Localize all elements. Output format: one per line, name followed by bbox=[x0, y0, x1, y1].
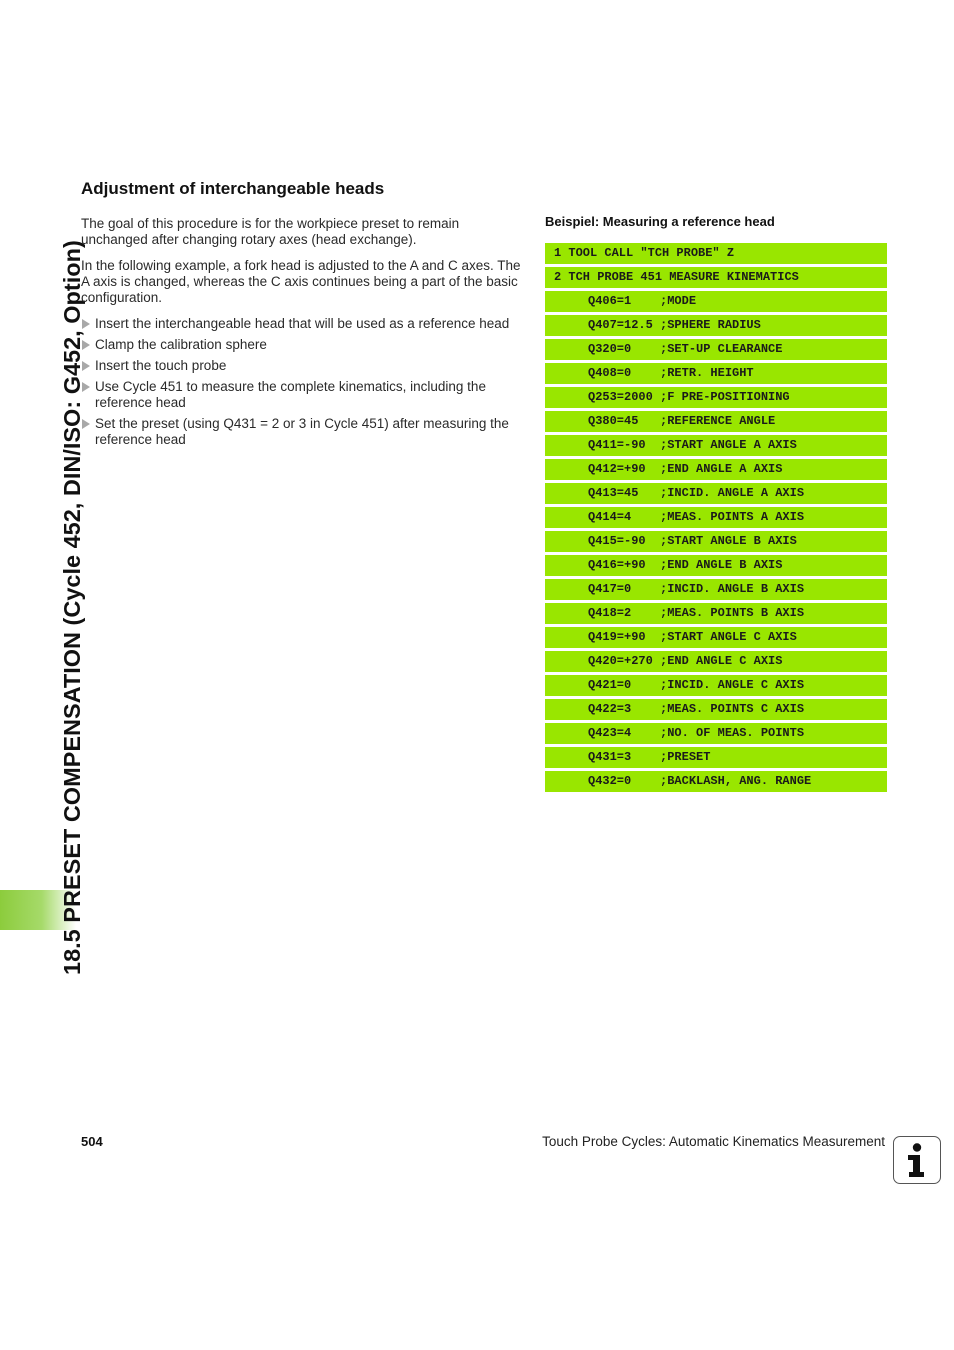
code-line-param: Q416=+90 ;END ANGLE B AXIS bbox=[545, 555, 887, 576]
code-line-param: Q253=2000 ;F PRE-POSITIONING bbox=[545, 387, 887, 408]
step-text: Set the preset (using Q431 = 2 or 3 in Cycle 451) after measuring the reference head bbox=[95, 416, 509, 447]
code-line-param: Q406=1 ;MODE bbox=[545, 291, 887, 312]
step-item bbox=[81, 379, 523, 411]
code-line-param: Q423=4 ;NO. OF MEAS. POINTS bbox=[545, 723, 887, 744]
code-line-param: Q407=12.5 ;SPHERE RADIUS bbox=[545, 315, 887, 336]
code-line-param: Q320=0 ;SET-UP CLEARANCE bbox=[545, 339, 887, 360]
footer-chapter-title: Touch Probe Cycles: Automatic Kinematics Measurement bbox=[542, 1134, 885, 1149]
step-item bbox=[81, 416, 523, 448]
nc-program-listing bbox=[545, 243, 887, 795]
section-body bbox=[81, 216, 523, 453]
page-number: 504 bbox=[81, 1134, 103, 1149]
procedure-steps bbox=[81, 316, 523, 448]
step-text: Insert the touch probe bbox=[95, 358, 227, 373]
step-item bbox=[81, 337, 523, 353]
section-title: Adjustment of interchangeable heads bbox=[81, 179, 385, 198]
code-line-param: Q413=45 ;INCID. ANGLE A AXIS bbox=[545, 483, 887, 504]
example-title: Beispiel: Measuring a reference head bbox=[545, 214, 775, 229]
code-line-param: Q412=+90 ;END ANGLE A AXIS bbox=[545, 459, 887, 480]
step-text: Use Cycle 451 to measure the complete kinematics, including the reference head bbox=[95, 379, 486, 410]
code-line-param: Q431=3 ;PRESET bbox=[545, 747, 887, 768]
code-line-param: Q417=0 ;INCID. ANGLE B AXIS bbox=[545, 579, 887, 600]
code-line-param: Q414=4 ;MEAS. POINTS A AXIS bbox=[545, 507, 887, 528]
step-text: Clamp the calibration sphere bbox=[95, 337, 267, 352]
triangle-bullet-icon bbox=[82, 361, 90, 371]
code-line-param: Q380=45 ;REFERENCE ANGLE bbox=[545, 411, 887, 432]
triangle-bullet-icon bbox=[82, 319, 90, 329]
triangle-bullet-icon bbox=[82, 340, 90, 350]
code-line-param: Q421=0 ;INCID. ANGLE C AXIS bbox=[545, 675, 887, 696]
step-item bbox=[81, 316, 523, 332]
code-line-tool-call: 1 TOOL CALL "TCH PROBE" Z bbox=[545, 243, 887, 264]
chapter-side-title: 18.5 PRESET COMPENSATION (Cycle 452, DIN/ISO: G452, Option) bbox=[59, 240, 85, 975]
code-line-param: Q422=3 ;MEAS. POINTS C AXIS bbox=[545, 699, 887, 720]
code-line-param: Q411=-90 ;START ANGLE A AXIS bbox=[545, 435, 887, 456]
triangle-bullet-icon bbox=[82, 419, 90, 429]
code-line-param: Q420=+270 ;END ANGLE C AXIS bbox=[545, 651, 887, 672]
info-glyph-icon bbox=[894, 1137, 939, 1182]
info-icon bbox=[893, 1136, 941, 1184]
code-line-param: Q432=0 ;BACKLASH, ANG. RANGE bbox=[545, 771, 887, 792]
code-line-tch-probe: 2 TCH PROBE 451 MEASURE KINEMATICS bbox=[545, 267, 887, 288]
code-line-param: Q419=+90 ;START ANGLE C AXIS bbox=[545, 627, 887, 648]
paragraph: The goal of this procedure is for the workpiece preset to remain unchanged after changing rotary axes (head exchange). bbox=[81, 216, 460, 247]
paragraph: In the following example, a fork head is adjusted to the A and C axes. The A axis is changed, whereas the C axis continues being a part of the basic configuration. bbox=[81, 258, 521, 305]
code-line-param: Q415=-90 ;START ANGLE B AXIS bbox=[545, 531, 887, 552]
step-item bbox=[81, 358, 523, 374]
code-line-param: Q408=0 ;RETR. HEIGHT bbox=[545, 363, 887, 384]
triangle-bullet-icon bbox=[82, 382, 90, 392]
step-text: Insert the interchangeable head that will be used as a reference head bbox=[95, 316, 510, 331]
code-line-param: Q418=2 ;MEAS. POINTS B AXIS bbox=[545, 603, 887, 624]
